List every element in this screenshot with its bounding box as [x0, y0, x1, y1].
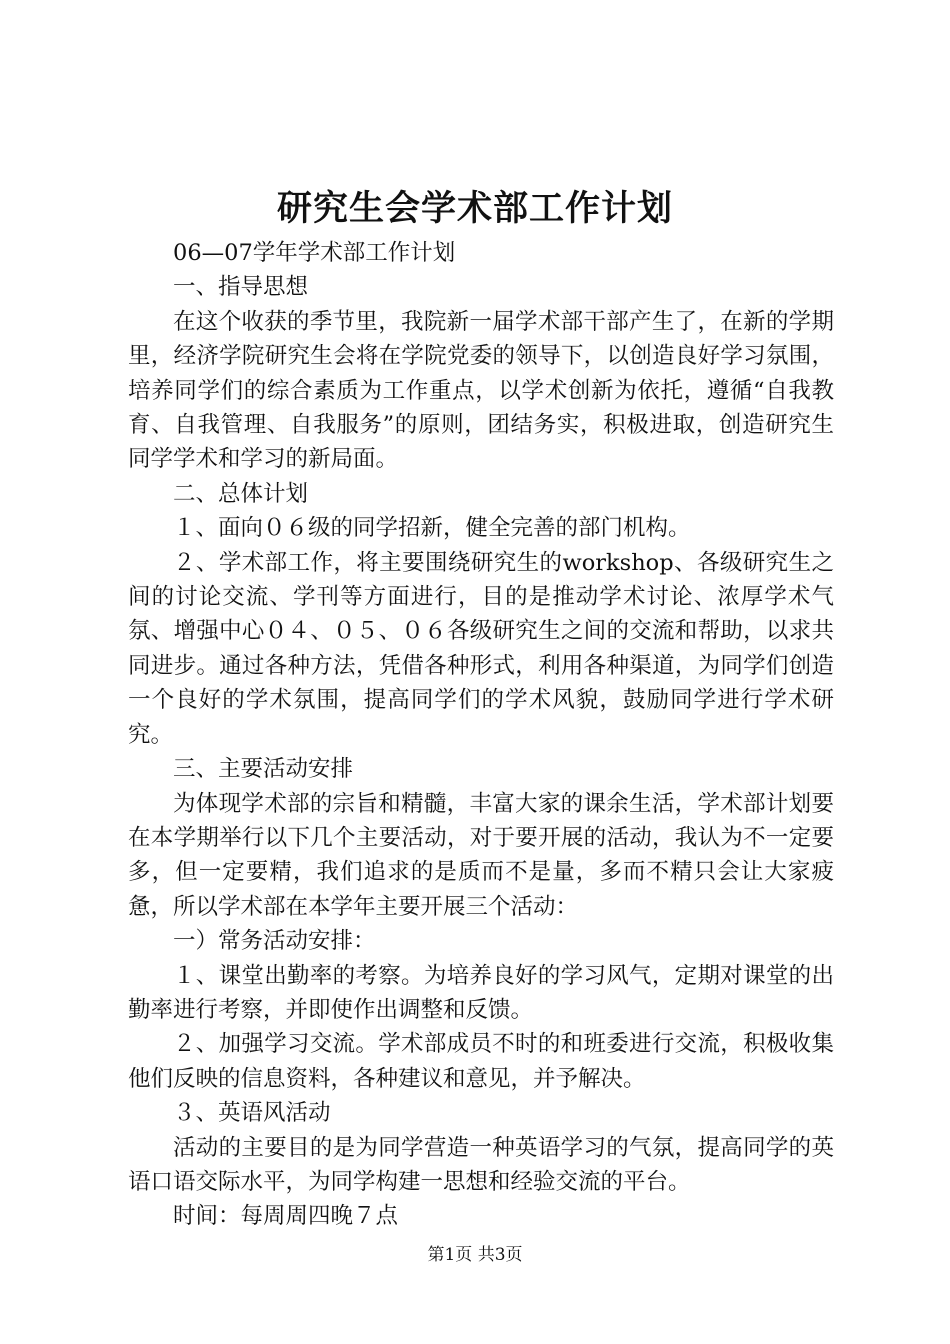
- page-footer: 第1页 共3页: [427, 1245, 523, 1265]
- paragraph: １、课堂出勤率的考察。为培养良好的学习风气，定期对课堂的出勤率进行考察，并即使作出调整和反馈。: [128, 962, 834, 1023]
- paragraph: 为体现学术部的宗旨和精髓，丰富大家的课余生活，学术部计划要在本学期举行以下几个主要活动，对于要开展的活动，我认为不一定要多，但一定要精，我们追求的是质而不是量，多而不精只会让大家疲惫，所以学术部在本学年主要开展三个活动：: [128, 790, 834, 920]
- section-heading-overall-plan: 二、总体计划: [173, 480, 309, 507]
- paragraph-time: 时间：每周周四晚７点: [173, 1203, 399, 1230]
- paragraph: ２、加强学习交流。学术部成员不时的和班委进行交流，积极收集他们反映的信息资料，各种建议和意见，并予解决。: [128, 1031, 834, 1092]
- document-body: [128, 236, 834, 1234]
- paragraph: １、面向０６级的同学招新，健全完善的部门机构。: [173, 515, 691, 542]
- section-heading-guiding-thought: 一、指导思想: [173, 274, 309, 301]
- section-heading-main-activities: 三、主要活动安排: [173, 756, 354, 783]
- document-title: 研究生会学术部工作计划: [276, 188, 673, 229]
- paragraph: 活动的主要目的是为同学营造一种英语学习的气氛，提高同学的英语口语交际水平，为同学构建一思想和经验交流的平台。: [128, 1134, 834, 1195]
- paragraph-subtitle: 06—07学年学术部工作计划: [173, 240, 456, 266]
- paragraph: 在这个收获的季节里，我院新一届学术部干部产生了，在新的学期里，经济学院研究生会将在学院党委的领导下，以创造良好学习氛围，培养同学们的综合素质为工作重点，以学术创新为依托，遵循“自我教育、自我管理、自我服务”的原则，团结务实，积极进取，创造研究生同学学术和学习的新局面。: [128, 308, 834, 473]
- paragraph: ２、学术部工作，将主要围绕研究生的workshop、各级研究生之间的讨论交流、学刊等方面进行，目的是推动学术讨论、浓厚学术气氛、增强中心０４、０５、０６各级研究生之间的交流和帮助，以求共同进步。通过各种方法，凭借各种形式，利用各种渠道，为同学们创造一个良好的学术氛围，提高同学们的学术风貌，鼓励同学进行学术研究。: [128, 549, 834, 748]
- subsection-heading-routine-activities: 一）常务活动安排：: [173, 928, 376, 955]
- subsection-heading-english-activity: ３、英语风活动: [173, 1100, 331, 1127]
